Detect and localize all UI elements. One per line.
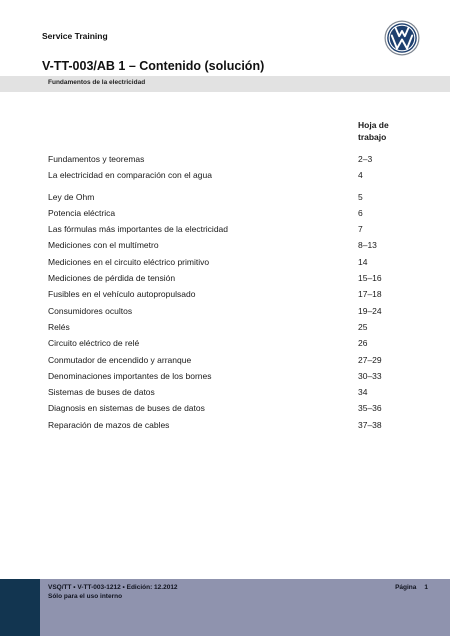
toc-row-label: La electricidad en comparación con el agua: [48, 170, 212, 181]
toc-row-label: Sistemas de buses de datos: [48, 387, 155, 398]
toc-header: [48, 119, 393, 143]
toc-row-pages: 4: [358, 170, 363, 181]
toc-row-label: Relés: [48, 321, 70, 332]
toc-row-label: Ley de Ohm: [48, 191, 95, 202]
document-title: V-TT-003/AB 1 – Contenido (solución): [42, 59, 265, 73]
toc-row-label: Denominaciones importantes de los bornes: [48, 370, 212, 381]
worksheet-column-title-line1: Hoja de: [358, 120, 389, 130]
toc-row-label: Mediciones en el circuito eléctrico primitivo: [48, 256, 210, 267]
footer-dark-block: [0, 579, 40, 636]
toc-row-pages: 26: [358, 338, 368, 349]
toc-row-pages: 7: [358, 224, 363, 235]
toc-row-label: Mediciones de pérdida de tensión: [48, 273, 176, 284]
worksheet-column-title: [358, 119, 408, 143]
toc-row-pages: 2–3: [358, 154, 373, 164]
toc-row-pages: 8–13: [358, 240, 377, 251]
subheader-bar: [0, 76, 450, 92]
toc-row-label: Diagnosis en sistemas de buses de datos: [48, 403, 205, 414]
subheader-title: Fundamentos de la electricidad: [48, 79, 146, 86]
vw-logo-icon: [384, 20, 420, 56]
toc-row: [48, 205, 393, 221]
brand-label: Service Training: [42, 31, 108, 41]
footer-page-number: 1: [424, 584, 428, 591]
toc-row-label: Conmutador de encendido y arranque: [48, 354, 192, 365]
toc-row-pages: 5: [358, 191, 363, 202]
footer-page-label: Página: [395, 584, 417, 591]
worksheet-column-title-line2: trabajo: [358, 132, 387, 142]
toc-row-pages: 19–24: [358, 305, 382, 316]
toc-row: [48, 368, 393, 384]
toc-row-label: Circuito eléctrico de relé: [48, 338, 140, 349]
toc-row: [48, 303, 393, 319]
toc-row-pages: 34: [358, 387, 368, 398]
toc-row: [48, 417, 393, 433]
toc-row-pages: 15–16: [358, 273, 382, 284]
footer: [0, 579, 450, 636]
table-of-contents: [48, 119, 393, 433]
toc-row: [48, 237, 393, 253]
toc-rows: [48, 151, 393, 433]
toc-row-pages: 25: [358, 321, 368, 332]
toc-row: [48, 335, 393, 351]
toc-row-pages: 35–36: [358, 403, 382, 414]
toc-row: [48, 400, 393, 416]
toc-row: [48, 352, 393, 368]
toc-row-label: Mediciones con el multímetro: [48, 240, 159, 251]
toc-row-label: Reparación de mazos de cables: [48, 419, 170, 430]
toc-row: [48, 151, 393, 167]
toc-row: [48, 254, 393, 270]
footer-page: [387, 584, 428, 591]
toc-row-pages: 27–29: [358, 354, 382, 365]
toc-row: [48, 270, 393, 286]
toc-row-pages: 17–18: [358, 289, 382, 300]
toc-row-label: Fundamentos y teoremas: [48, 154, 145, 164]
toc-row: [48, 319, 393, 335]
toc-row-pages: 6: [358, 207, 363, 218]
toc-row: [48, 189, 393, 205]
toc-row-label: Las fórmulas más importantes de la electricidad: [48, 224, 228, 235]
toc-row-label: Potencia eléctrica: [48, 207, 116, 218]
toc-row: [48, 167, 393, 183]
toc-row-pages: 30–33: [358, 370, 382, 381]
toc-row-label: Fusibles en el vehículo autopropulsado: [48, 289, 196, 300]
toc-row-label: Consumidores ocultos: [48, 305, 133, 316]
footer-internal-note: Sólo para el uso interno: [48, 593, 123, 600]
toc-row-pages: 37–38: [358, 419, 382, 430]
toc-row: [48, 384, 393, 400]
toc-row-pages: 14: [358, 256, 368, 267]
toc-row: [48, 221, 393, 237]
toc-row: [48, 286, 393, 302]
footer-document-info: VSQ/TT • V-TT-003-1212 • Edición: 12.2012: [48, 584, 178, 591]
